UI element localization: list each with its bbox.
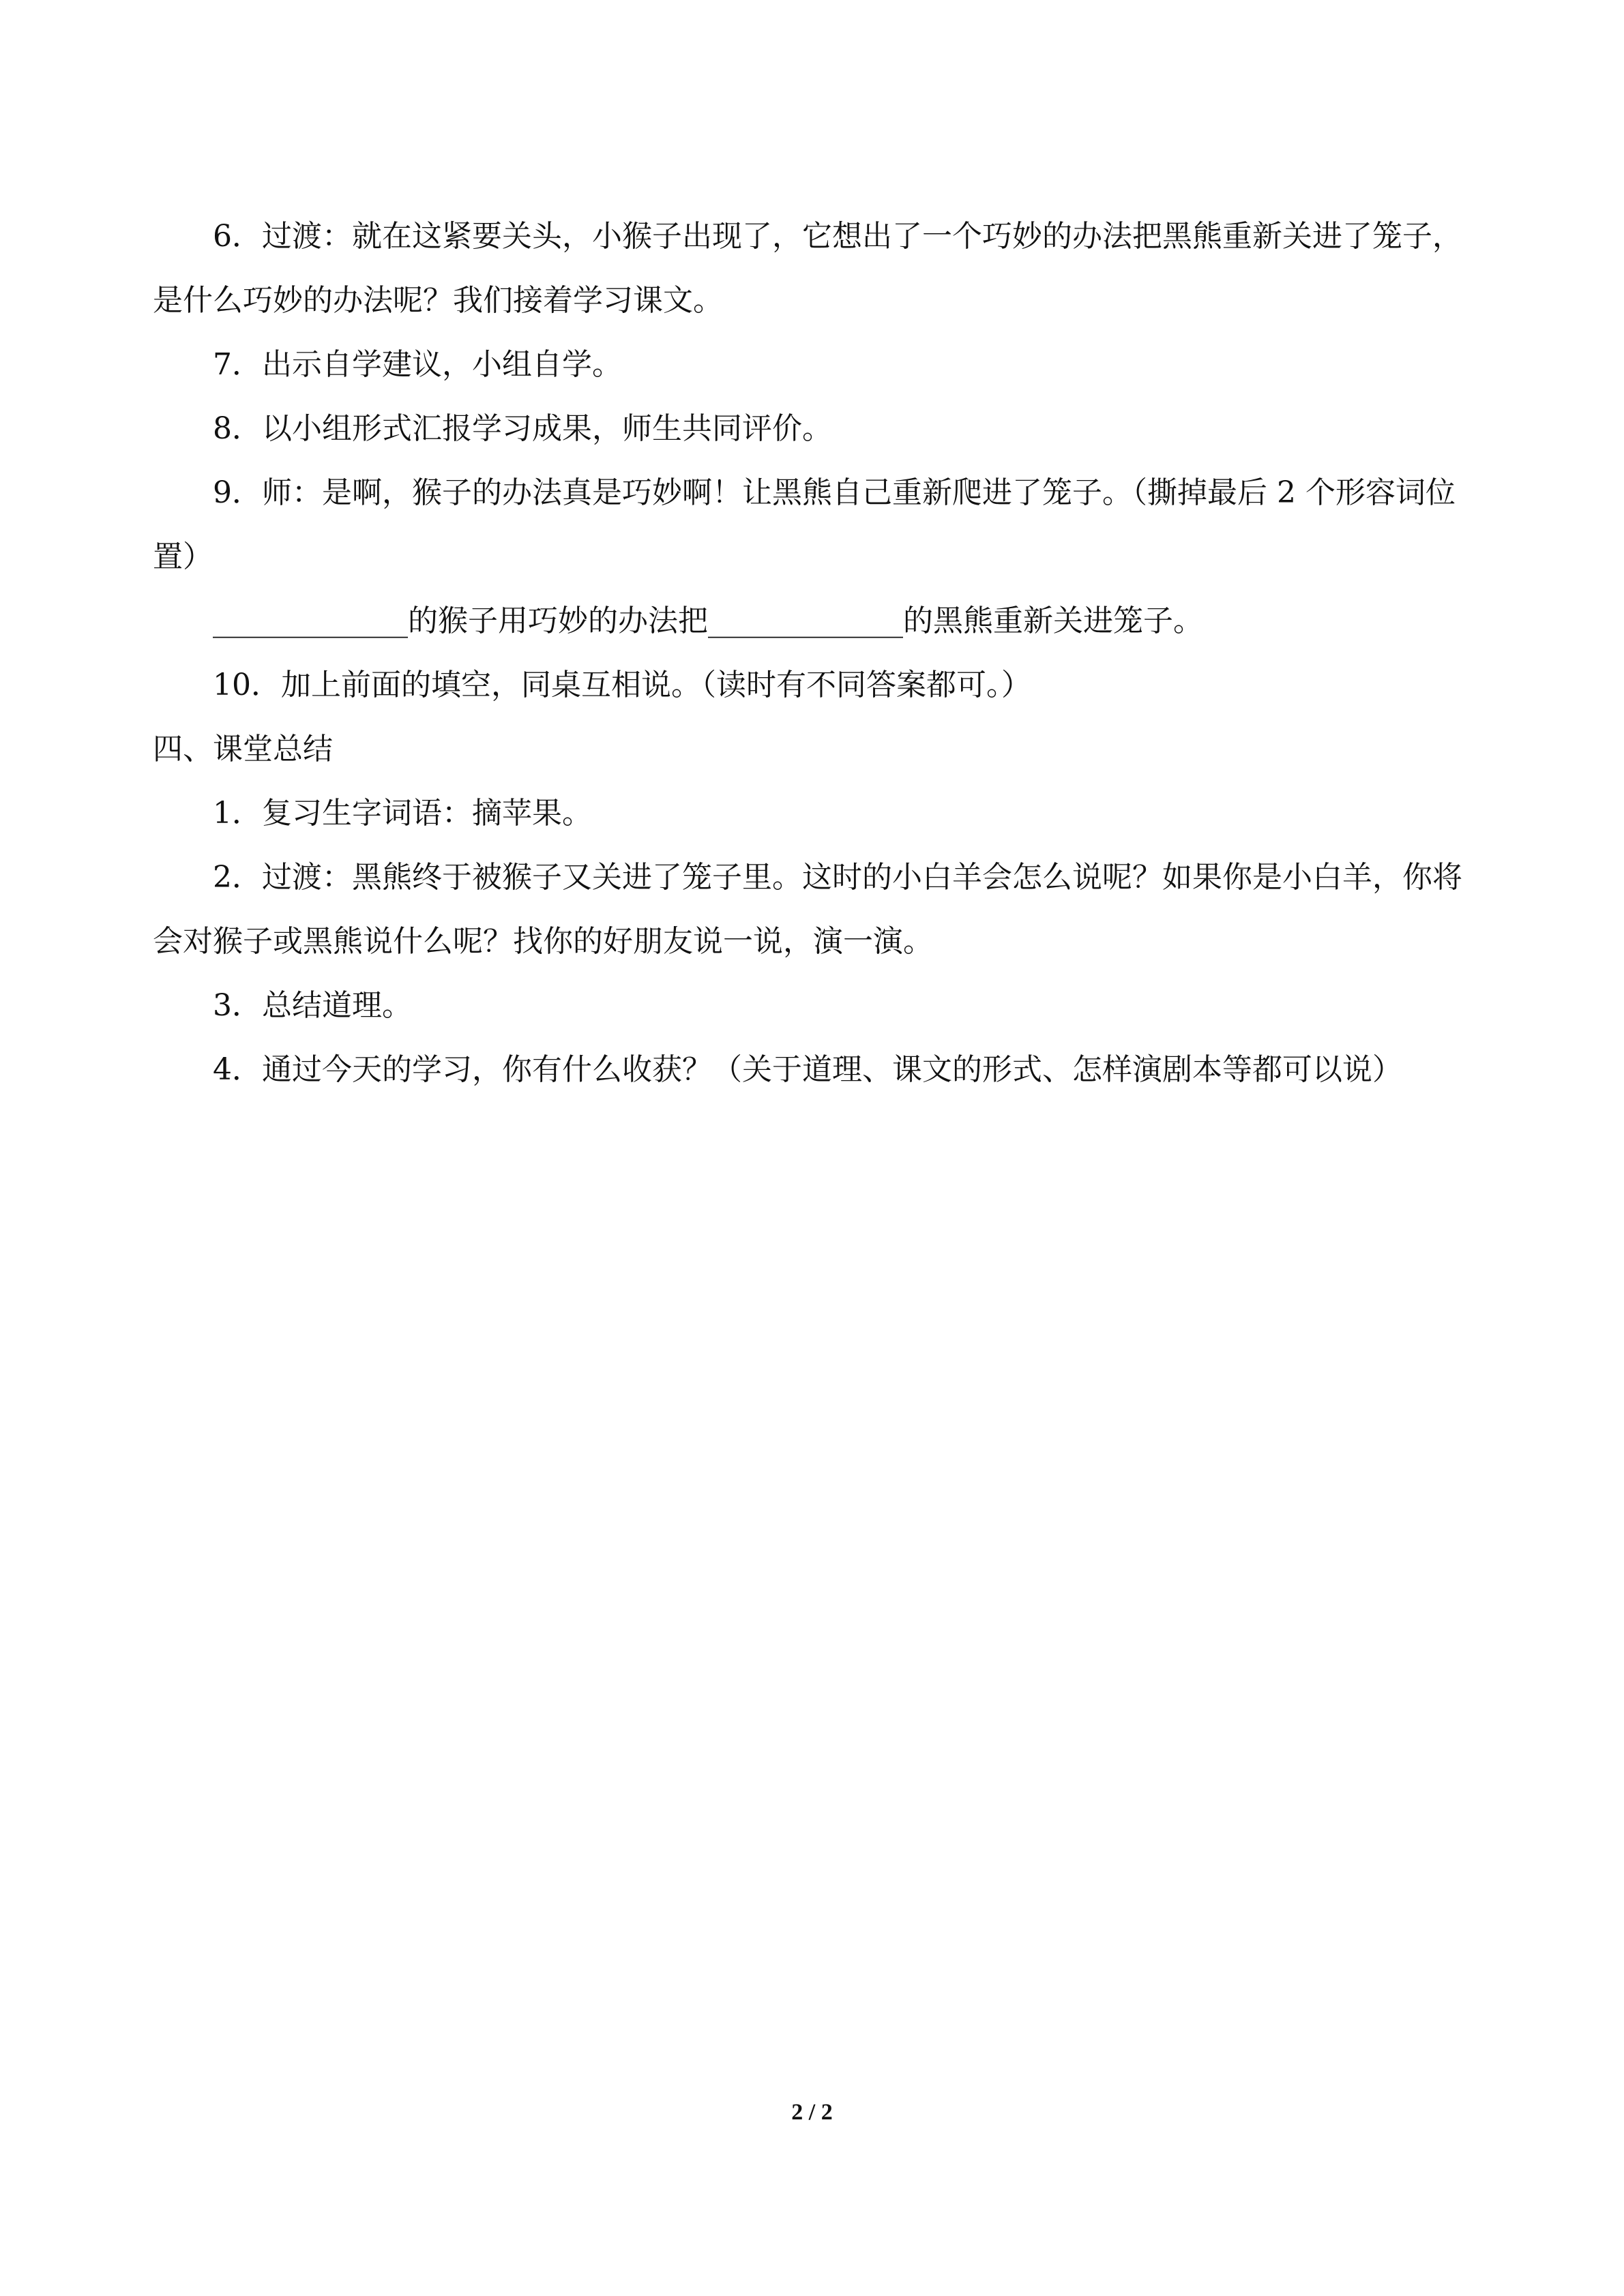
summary-step-4-paragraph: 4．通过今天的学习，你有什么收获？（关于道理、课文的形式、怎样演剧本等都可以说） xyxy=(213,1052,1402,1087)
summary-step-3-paragraph: 3．总结道理。 xyxy=(213,988,412,1023)
section-heading-summary: 四、课堂总结 xyxy=(153,732,333,766)
page-number: 2 / 2 xyxy=(791,2100,833,2125)
document-body xyxy=(153,205,1473,1102)
step-9-paragraph: 9．师：是啊，猴子的办法真是巧妙啊！让黑熊自己重新爬进了笼子。（撕掉最后 2 个形容词位置） xyxy=(153,475,1456,574)
step-6-paragraph: 6．过渡：就在这紧要关头，小猴子出现了，它想出了一个巧妙的办法把黑熊重新关进了笼子，是什么巧妙的办法呢？我们接着学习课文。 xyxy=(153,219,1462,318)
fill-in-blank-sentence: _____________的猴子用巧妙的办法把_____________的黑熊重新关进笼子。 xyxy=(213,603,1203,638)
step-8-paragraph: 8．以小组形式汇报学习成果，师生共同评价。 xyxy=(213,411,832,446)
summary-step-1-paragraph: 1．复习生字词语：摘苹果。 xyxy=(213,796,592,831)
summary-step-2-paragraph: 2．过渡：黑熊终于被猴子又关进了笼子里。这时的小白羊会怎么说呢？如果你是小白羊，你将会对猴子或黑熊说什么呢？找你的好朋友说一说，演一演。 xyxy=(153,860,1462,959)
step-10-paragraph: 10．加上前面的填空，同桌互相说。（读时有不同答案都可。） xyxy=(213,668,1031,702)
step-7-paragraph: 7．出示自学建议，小组自学。 xyxy=(213,347,622,382)
